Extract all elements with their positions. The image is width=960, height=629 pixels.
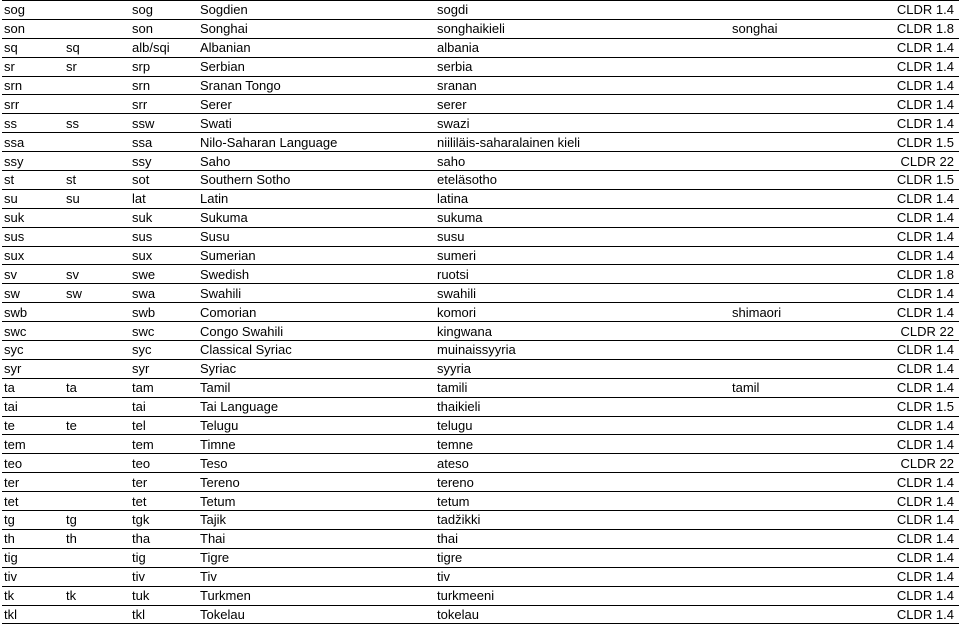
finnish-name-cell: komori	[435, 303, 730, 322]
english-name-cell: Timne	[198, 435, 435, 454]
iso639-2-cell: tel	[130, 416, 198, 435]
iso639-1-cell	[64, 208, 130, 227]
native-name-cell	[730, 76, 842, 95]
finnish-name-cell: tamili	[435, 378, 730, 397]
native-name-cell	[730, 152, 842, 171]
finnish-name-cell: muinaissyyria	[435, 341, 730, 360]
table-row	[2, 435, 959, 454]
iso639-1-cell: sq	[64, 38, 130, 57]
english-name-cell: Teso	[198, 454, 435, 473]
code-cell: sv	[2, 265, 64, 284]
iso639-2-cell: srp	[130, 57, 198, 76]
iso639-1-cell	[64, 341, 130, 360]
iso639-1-cell	[64, 322, 130, 341]
native-name-cell	[730, 322, 842, 341]
code-cell: ssa	[2, 133, 64, 152]
iso639-1-cell: tk	[64, 586, 130, 605]
native-name-cell	[730, 227, 842, 246]
finnish-name-cell: sumeri	[435, 246, 730, 265]
native-name-cell	[730, 265, 842, 284]
native-name-cell	[730, 473, 842, 492]
native-name-cell	[730, 246, 842, 265]
finnish-name-cell: swahili	[435, 284, 730, 303]
code-cell: srn	[2, 76, 64, 95]
code-cell: sog	[2, 1, 64, 20]
native-name-cell	[730, 114, 842, 133]
iso639-2-cell: swb	[130, 303, 198, 322]
source-version-cell: CLDR 1.4	[842, 605, 959, 624]
native-name-cell	[730, 435, 842, 454]
iso639-1-cell	[64, 76, 130, 95]
iso639-2-cell: syc	[130, 341, 198, 360]
finnish-name-cell: albania	[435, 38, 730, 57]
table-row	[2, 227, 959, 246]
english-name-cell: Tereno	[198, 473, 435, 492]
source-version-cell: CLDR 1.4	[842, 492, 959, 511]
table-row	[2, 171, 959, 190]
finnish-name-cell: ruotsi	[435, 265, 730, 284]
source-version-cell: CLDR 1.4	[842, 208, 959, 227]
iso639-1-cell	[64, 1, 130, 20]
iso639-2-cell: tkl	[130, 605, 198, 624]
english-name-cell: Tokelau	[198, 605, 435, 624]
native-name-cell: songhai	[730, 19, 842, 38]
source-version-cell: CLDR 1.4	[842, 1, 959, 20]
table-row	[2, 1, 959, 20]
english-name-cell: Tiv	[198, 567, 435, 586]
native-name-cell	[730, 416, 842, 435]
code-cell: son	[2, 19, 64, 38]
iso639-2-cell: sog	[130, 1, 198, 20]
iso639-1-cell	[64, 359, 130, 378]
english-name-cell: Sranan Tongo	[198, 76, 435, 95]
iso639-2-cell: lat	[130, 189, 198, 208]
native-name-cell	[730, 95, 842, 114]
native-name-cell	[730, 397, 842, 416]
iso639-1-cell	[64, 548, 130, 567]
iso639-2-cell: swe	[130, 265, 198, 284]
table-row	[2, 265, 959, 284]
code-cell: syr	[2, 359, 64, 378]
english-name-cell: Swedish	[198, 265, 435, 284]
table-row	[2, 511, 959, 530]
table-row	[2, 208, 959, 227]
iso639-1-cell	[64, 227, 130, 246]
source-version-cell: CLDR 1.4	[842, 359, 959, 378]
finnish-name-cell: tiv	[435, 567, 730, 586]
source-version-cell: CLDR 1.4	[842, 95, 959, 114]
code-cell: srr	[2, 95, 64, 114]
iso639-1-cell	[64, 397, 130, 416]
english-name-cell: Tetum	[198, 492, 435, 511]
iso639-2-cell: tem	[130, 435, 198, 454]
iso639-2-cell: srn	[130, 76, 198, 95]
native-name-cell: shimaori	[730, 303, 842, 322]
english-name-cell: Comorian	[198, 303, 435, 322]
source-version-cell: CLDR 1.5	[842, 397, 959, 416]
code-cell: swb	[2, 303, 64, 322]
iso639-2-cell: swa	[130, 284, 198, 303]
table-row	[2, 378, 959, 397]
finnish-name-cell: songhaikieli	[435, 19, 730, 38]
english-name-cell: Southern Sotho	[198, 171, 435, 190]
code-cell: tig	[2, 548, 64, 567]
finnish-name-cell: tokelau	[435, 605, 730, 624]
table-row	[2, 114, 959, 133]
english-name-cell: Tigre	[198, 548, 435, 567]
table-row	[2, 586, 959, 605]
finnish-name-cell: sukuma	[435, 208, 730, 227]
iso639-2-cell: syr	[130, 359, 198, 378]
code-cell: sw	[2, 284, 64, 303]
native-name-cell: tamil	[730, 378, 842, 397]
code-cell: sr	[2, 57, 64, 76]
source-version-cell: CLDR 1.4	[842, 378, 959, 397]
english-name-cell: Tamil	[198, 378, 435, 397]
table-row	[2, 284, 959, 303]
table-row	[2, 76, 959, 95]
code-cell: sus	[2, 227, 64, 246]
table-row	[2, 341, 959, 360]
iso639-1-cell	[64, 605, 130, 624]
code-cell: tet	[2, 492, 64, 511]
native-name-cell	[730, 586, 842, 605]
table-row	[2, 397, 959, 416]
finnish-name-cell: serbia	[435, 57, 730, 76]
english-name-cell: Latin	[198, 189, 435, 208]
iso639-1-cell	[64, 152, 130, 171]
native-name-cell	[730, 511, 842, 530]
iso639-1-cell	[64, 454, 130, 473]
table-row	[2, 416, 959, 435]
finnish-name-cell: eteläsotho	[435, 171, 730, 190]
native-name-cell	[730, 57, 842, 76]
code-cell: swc	[2, 322, 64, 341]
finnish-name-cell: ateso	[435, 454, 730, 473]
iso639-2-cell: sot	[130, 171, 198, 190]
english-name-cell: Swati	[198, 114, 435, 133]
native-name-cell	[730, 359, 842, 378]
iso639-2-cell: suk	[130, 208, 198, 227]
code-cell: ssy	[2, 152, 64, 171]
iso639-2-cell: sus	[130, 227, 198, 246]
english-name-cell: Serbian	[198, 57, 435, 76]
finnish-name-cell: tereno	[435, 473, 730, 492]
table-row	[2, 189, 959, 208]
source-version-cell: CLDR 1.4	[842, 57, 959, 76]
english-name-cell: Thai	[198, 529, 435, 548]
iso639-1-cell	[64, 19, 130, 38]
english-name-cell: Sukuma	[198, 208, 435, 227]
table-row	[2, 529, 959, 548]
native-name-cell	[730, 133, 842, 152]
iso639-1-cell: sr	[64, 57, 130, 76]
source-version-cell: CLDR 1.4	[842, 227, 959, 246]
iso639-1-cell	[64, 473, 130, 492]
finnish-name-cell: kingwana	[435, 322, 730, 341]
english-name-cell: Tai Language	[198, 397, 435, 416]
english-name-cell: Tajik	[198, 511, 435, 530]
source-version-cell: CLDR 1.4	[842, 189, 959, 208]
native-name-cell	[730, 208, 842, 227]
source-version-cell: CLDR 22	[842, 454, 959, 473]
finnish-name-cell: sogdi	[435, 1, 730, 20]
iso639-2-cell: tgk	[130, 511, 198, 530]
source-version-cell: CLDR 1.4	[842, 416, 959, 435]
code-cell: sux	[2, 246, 64, 265]
table-row	[2, 57, 959, 76]
table-row	[2, 359, 959, 378]
english-name-cell: Nilo-Saharan Language	[198, 133, 435, 152]
language-code-table	[2, 0, 959, 624]
table-body	[2, 1, 959, 624]
source-version-cell: CLDR 1.5	[842, 171, 959, 190]
code-cell: syc	[2, 341, 64, 360]
finnish-name-cell: saho	[435, 152, 730, 171]
table-row	[2, 95, 959, 114]
code-cell: sq	[2, 38, 64, 57]
english-name-cell: Susu	[198, 227, 435, 246]
source-version-cell: CLDR 22	[842, 152, 959, 171]
code-cell: ta	[2, 378, 64, 397]
source-version-cell: CLDR 1.4	[842, 473, 959, 492]
iso639-2-cell: tiv	[130, 567, 198, 586]
iso639-1-cell: st	[64, 171, 130, 190]
finnish-name-cell: thaikieli	[435, 397, 730, 416]
table-row	[2, 38, 959, 57]
finnish-name-cell: thai	[435, 529, 730, 548]
native-name-cell	[730, 38, 842, 57]
iso639-2-cell: ssa	[130, 133, 198, 152]
iso639-2-cell: sux	[130, 246, 198, 265]
source-version-cell: CLDR 1.4	[842, 246, 959, 265]
iso639-2-cell: teo	[130, 454, 198, 473]
english-name-cell: Sumerian	[198, 246, 435, 265]
source-version-cell: CLDR 22	[842, 322, 959, 341]
finnish-name-cell: sranan	[435, 76, 730, 95]
source-version-cell: CLDR 1.4	[842, 341, 959, 360]
code-cell: tg	[2, 511, 64, 530]
iso639-1-cell	[64, 303, 130, 322]
finnish-name-cell: tigre	[435, 548, 730, 567]
native-name-cell	[730, 189, 842, 208]
iso639-2-cell: tai	[130, 397, 198, 416]
iso639-1-cell	[64, 567, 130, 586]
code-cell: ter	[2, 473, 64, 492]
source-version-cell: CLDR 1.8	[842, 265, 959, 284]
native-name-cell	[730, 171, 842, 190]
native-name-cell	[730, 284, 842, 303]
native-name-cell	[730, 1, 842, 20]
english-name-cell: Swahili	[198, 284, 435, 303]
source-version-cell: CLDR 1.4	[842, 76, 959, 95]
english-name-cell: Saho	[198, 152, 435, 171]
source-version-cell: CLDR 1.4	[842, 586, 959, 605]
iso639-1-cell: th	[64, 529, 130, 548]
finnish-name-cell: tetum	[435, 492, 730, 511]
source-version-cell: CLDR 1.4	[842, 303, 959, 322]
iso639-2-cell: tuk	[130, 586, 198, 605]
source-version-cell: CLDR 1.4	[842, 529, 959, 548]
table-row	[2, 548, 959, 567]
native-name-cell	[730, 492, 842, 511]
code-cell: te	[2, 416, 64, 435]
code-cell: teo	[2, 454, 64, 473]
code-cell: tem	[2, 435, 64, 454]
table-row	[2, 246, 959, 265]
source-version-cell: CLDR 1.5	[842, 133, 959, 152]
table-row	[2, 19, 959, 38]
english-name-cell: Songhai	[198, 19, 435, 38]
code-cell: tai	[2, 397, 64, 416]
iso639-2-cell: swc	[130, 322, 198, 341]
iso639-1-cell: ta	[64, 378, 130, 397]
finnish-name-cell: turkmeeni	[435, 586, 730, 605]
iso639-1-cell	[64, 492, 130, 511]
iso639-2-cell: tig	[130, 548, 198, 567]
iso639-1-cell: su	[64, 189, 130, 208]
english-name-cell: Serer	[198, 95, 435, 114]
finnish-name-cell: syyria	[435, 359, 730, 378]
finnish-name-cell: telugu	[435, 416, 730, 435]
finnish-name-cell: niililäis-saharalainen kieli	[435, 133, 730, 152]
native-name-cell	[730, 341, 842, 360]
finnish-name-cell: susu	[435, 227, 730, 246]
native-name-cell	[730, 529, 842, 548]
iso639-2-cell: ter	[130, 473, 198, 492]
english-name-cell: Congo Swahili	[198, 322, 435, 341]
native-name-cell	[730, 548, 842, 567]
finnish-name-cell: temne	[435, 435, 730, 454]
iso639-1-cell	[64, 133, 130, 152]
code-cell: suk	[2, 208, 64, 227]
table-row	[2, 133, 959, 152]
iso639-2-cell: ssw	[130, 114, 198, 133]
finnish-name-cell: swazi	[435, 114, 730, 133]
code-cell: ss	[2, 114, 64, 133]
english-name-cell: Classical Syriac	[198, 341, 435, 360]
iso639-2-cell: tet	[130, 492, 198, 511]
finnish-name-cell: serer	[435, 95, 730, 114]
code-cell: su	[2, 189, 64, 208]
table-row	[2, 473, 959, 492]
table-row	[2, 492, 959, 511]
iso639-2-cell: alb/sqi	[130, 38, 198, 57]
iso639-2-cell: son	[130, 19, 198, 38]
iso639-2-cell: tha	[130, 529, 198, 548]
code-cell: tiv	[2, 567, 64, 586]
source-version-cell: CLDR 1.4	[842, 114, 959, 133]
english-name-cell: Sogdien	[198, 1, 435, 20]
iso639-1-cell	[64, 95, 130, 114]
english-name-cell: Albanian	[198, 38, 435, 57]
source-version-cell: CLDR 1.8	[842, 19, 959, 38]
finnish-name-cell: tadžikki	[435, 511, 730, 530]
source-version-cell: CLDR 1.4	[842, 567, 959, 586]
code-cell: st	[2, 171, 64, 190]
source-version-cell: CLDR 1.4	[842, 435, 959, 454]
table-row	[2, 567, 959, 586]
table-row	[2, 303, 959, 322]
code-cell: th	[2, 529, 64, 548]
iso639-2-cell: ssy	[130, 152, 198, 171]
table-row	[2, 605, 959, 624]
iso639-2-cell: srr	[130, 95, 198, 114]
iso639-1-cell: te	[64, 416, 130, 435]
iso639-2-cell: tam	[130, 378, 198, 397]
table-row	[2, 152, 959, 171]
iso639-1-cell: tg	[64, 511, 130, 530]
native-name-cell	[730, 454, 842, 473]
source-version-cell: CLDR 1.4	[842, 511, 959, 530]
finnish-name-cell: latina	[435, 189, 730, 208]
iso639-1-cell	[64, 435, 130, 454]
iso639-1-cell: ss	[64, 114, 130, 133]
table-row	[2, 322, 959, 341]
english-name-cell: Turkmen	[198, 586, 435, 605]
source-version-cell: CLDR 1.4	[842, 284, 959, 303]
iso639-1-cell: sv	[64, 265, 130, 284]
iso639-1-cell: sw	[64, 284, 130, 303]
table-row	[2, 454, 959, 473]
source-version-cell: CLDR 1.4	[842, 38, 959, 57]
code-cell: tk	[2, 586, 64, 605]
english-name-cell: Telugu	[198, 416, 435, 435]
native-name-cell	[730, 567, 842, 586]
code-cell: tkl	[2, 605, 64, 624]
native-name-cell	[730, 605, 842, 624]
iso639-1-cell	[64, 246, 130, 265]
source-version-cell: CLDR 1.4	[842, 548, 959, 567]
english-name-cell: Syriac	[198, 359, 435, 378]
